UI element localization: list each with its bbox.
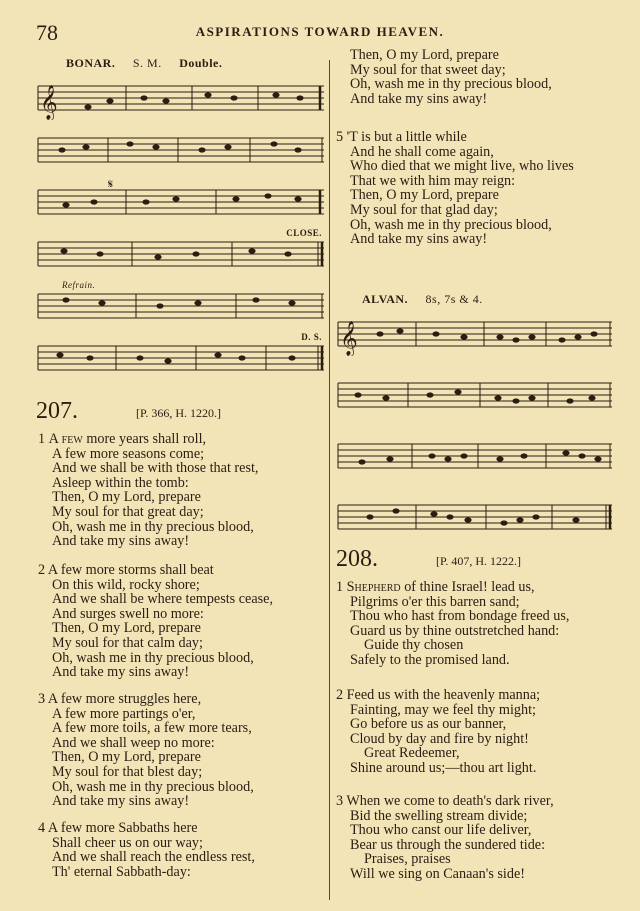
- verse-line: Thou who canst our life deliver,: [350, 822, 532, 839]
- staff-system-5: [36, 284, 326, 328]
- hymn-208-verse-3: [336, 794, 554, 882]
- verse-line: Oh, wash me in thy precious blood,: [52, 649, 254, 666]
- verse-line: A few more seasons come;: [52, 445, 205, 462]
- tune-header-alvan: [362, 292, 497, 308]
- hymn-208-header: [336, 546, 626, 576]
- verse-line: A few more storms shall beat: [47, 562, 214, 578]
- verse-line: My soul for that blest day;: [52, 763, 203, 780]
- verse-line: And take my sins away!: [52, 533, 190, 550]
- tune-name: BONAR.: [66, 56, 116, 70]
- verse-line: of thine Israel! lead us,: [404, 579, 535, 595]
- verse-line: Guide thy chosen: [364, 637, 464, 654]
- verse-first-word: Shepherd: [346, 579, 401, 595]
- verse-line: Then, O my Lord, prepare: [350, 47, 499, 63]
- music-score-alvan: [336, 312, 614, 544]
- verse-line: And we shall reach the endless rest,: [52, 849, 255, 866]
- page-number: 78: [36, 20, 58, 45]
- staff-system-4: [36, 232, 326, 276]
- hymn-reference: [P. 366, H. 1220.]: [136, 406, 222, 420]
- staff-system-2: [36, 128, 326, 172]
- verse-line: Go before us as our banner,: [350, 716, 507, 733]
- verse-number: 4: [38, 820, 46, 836]
- close-label: CLOSE.: [286, 228, 322, 238]
- verse-line: 'T is but a little while: [346, 129, 467, 145]
- hymn-reference: [P. 407, H. 1222.]: [436, 554, 522, 568]
- verse-number: 3: [38, 691, 46, 707]
- verse-first-word: A few: [48, 431, 83, 447]
- verse-line: My soul for that glad day;: [350, 201, 498, 218]
- tune-header-bonar: [36, 56, 326, 72]
- verse-line: And we shall be where tempests cease,: [52, 591, 274, 608]
- svg-text:𝄞: 𝄞: [340, 321, 358, 356]
- hymn-207-verse-3: [38, 692, 254, 809]
- staff-system-1: [36, 76, 326, 120]
- hymn-207-verse-1: [38, 432, 258, 549]
- verse-line: And surges swell no more:: [52, 605, 204, 622]
- verse-line: And we shall be with those that rest,: [52, 460, 259, 477]
- verse-number: 2: [336, 687, 344, 703]
- verse-line: Pilgrims o'er this barren sand;: [350, 593, 520, 610]
- verse-line: A few more struggles here,: [47, 691, 202, 707]
- verse-line: When we come to death's dark river,: [346, 793, 554, 809]
- verse-line: A few more Sabbaths here: [47, 820, 198, 836]
- music-score-bonar: [36, 76, 326, 380]
- staff-system-4: [336, 495, 614, 539]
- hymn-207-verse-2: [38, 563, 273, 680]
- verse-line: Oh, wash me in thy precious blood,: [350, 216, 552, 233]
- staff-system-2: [336, 373, 614, 417]
- hymn-number: 207.: [36, 398, 78, 424]
- refrain-label: Refrain.: [62, 280, 96, 290]
- verse-line: And take my sins away!: [52, 793, 190, 810]
- verse-number: 3: [336, 793, 344, 809]
- tune-meter: S. M.: [132, 56, 162, 70]
- verse-line: Cloud by day and fire by night!: [350, 730, 529, 747]
- staff-system-3: [36, 180, 326, 224]
- tune-extra: Double.: [179, 56, 223, 70]
- staff-system-1: [336, 312, 614, 356]
- verse-line: Fainting, may we feel thy might;: [350, 701, 536, 718]
- verse-number: 1: [38, 431, 46, 447]
- verse-line: A few more partings o'er,: [52, 705, 196, 722]
- verse-line: Then, O my Lord, prepare: [52, 620, 201, 637]
- staff-system-3: [336, 434, 614, 478]
- verse-line: Who died that we might live, who lives: [350, 158, 574, 175]
- verse-line: That we with him may reign:: [350, 172, 516, 189]
- verse-line: Bid the swelling stream divide;: [350, 807, 528, 824]
- running-head: ASPIRATIONS TOWARD HEAVEN.: [195, 24, 445, 39]
- verse-line: Oh, wash me in thy precious blood,: [52, 518, 254, 535]
- hymn-207-header: [36, 398, 326, 428]
- verse-line: And we shall weep no more:: [52, 734, 215, 751]
- verse-line: My soul for that great day;: [52, 503, 204, 520]
- verse-line: A few more toils, a few more tears,: [52, 720, 252, 737]
- verse-line: Praises, praises: [364, 851, 451, 868]
- left-column: [36, 56, 326, 380]
- svg-text:𝄞: 𝄞: [40, 85, 58, 120]
- svg-text:𝄋: 𝄋: [108, 180, 114, 191]
- verse-line: Great Redeemer,: [364, 745, 460, 762]
- staff-system-6: [36, 336, 326, 380]
- verse-line: My soul for that sweet day;: [350, 61, 506, 78]
- verse-line: Guard us by thine outstretched hand:: [350, 622, 560, 639]
- hymn-207-verse-4-continued: [350, 48, 552, 106]
- hymn-208-verse-1: [336, 580, 569, 668]
- verse-line: Oh, wash me in thy precious blood,: [350, 76, 552, 93]
- verse-line: Asleep within the tomb:: [52, 474, 189, 491]
- verse-number: 5: [336, 129, 344, 145]
- verse-line: Safely to the promised land.: [350, 651, 510, 668]
- verse-line: Then, O my Lord, prepare: [52, 489, 201, 506]
- verse-line: Then, O my Lord, prepare: [350, 187, 499, 204]
- verse-line: Oh, wash me in thy precious blood,: [52, 778, 254, 795]
- verse-number: 1: [336, 579, 344, 595]
- verse-line: My soul for that calm day;: [52, 634, 203, 651]
- verse-line: Shall cheer us on our way;: [52, 834, 203, 851]
- verse-line: Feed us with the heavenly manna;: [346, 687, 541, 703]
- verse-line: Then, O my Lord, prepare: [52, 749, 201, 766]
- hymn-208-verse-2: [336, 688, 540, 776]
- verse-line: And take my sins away!: [52, 664, 190, 681]
- verse-line: Shine around us;—thou art light.: [350, 759, 537, 776]
- verse-line: more years shall roll,: [86, 431, 207, 447]
- verse-line: On this wild, rocky shore;: [52, 576, 200, 593]
- tune-meter: 8s, 7s & 4.: [425, 292, 483, 306]
- tune-name: ALVAN.: [362, 292, 409, 306]
- verse-number: 2: [38, 562, 46, 578]
- hymn-number: 208.: [336, 546, 378, 572]
- verse-line: And take my sins away!: [350, 231, 488, 248]
- verse-line: And take my sins away!: [350, 90, 488, 107]
- verse-line: Will we sing on Canaan's side!: [350, 865, 525, 882]
- hymn-207-verse-5: [336, 130, 574, 247]
- verse-line: Th' eternal Sabbath-day:: [52, 863, 191, 880]
- ds-label: D. S.: [301, 332, 322, 342]
- hymn-207-verse-4: [38, 821, 255, 879]
- column-divider: [329, 60, 330, 900]
- verse-line: Bear us through the sundered tide:: [350, 836, 546, 853]
- verse-line: And he shall come again,: [350, 143, 494, 160]
- verse-line: Thou who hast from bondage freed us,: [350, 608, 570, 625]
